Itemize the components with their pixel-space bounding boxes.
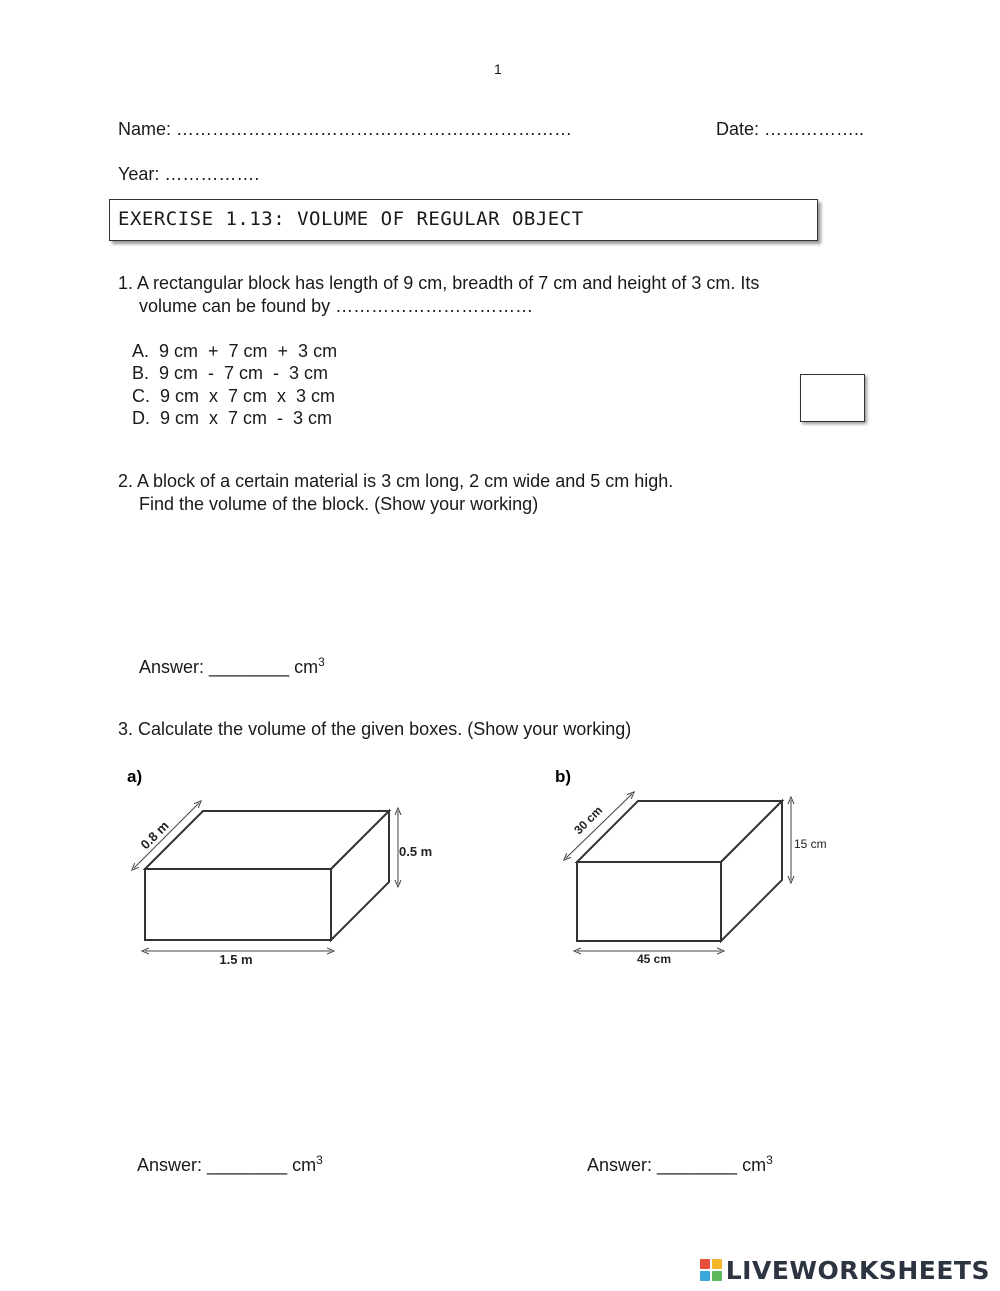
q1-option-a: A. 9 cm + 7 cm + 3 cm xyxy=(132,341,338,361)
box-b-length-label: 45 cm xyxy=(636,952,672,966)
q2-text-line2: Find the volume of the block. (Show your working) xyxy=(139,494,539,514)
logo-block-blue xyxy=(700,1271,710,1281)
logo-blocks-icon xyxy=(700,1259,722,1281)
q1-option-d: D. 9 cm x 7 cm - 3 cm xyxy=(132,408,333,428)
box-b-height-label: 15 cm xyxy=(794,837,827,851)
logo-text: LIVEWORKSHEETS xyxy=(725,1255,990,1285)
q3a-answer-exponent: 3 xyxy=(316,1153,323,1167)
q3a-answer[interactable] xyxy=(137,1149,323,1176)
q3a-answer-label: Answer: ________ cm xyxy=(137,1155,317,1175)
box-a-figure xyxy=(127,767,432,967)
box-b-depth-label: 30 cm xyxy=(571,803,606,838)
box-a-depth-label: 0.8 m xyxy=(137,818,172,853)
box-a-length-label: 1.5 m xyxy=(219,952,253,967)
logo-block-yellow xyxy=(712,1259,722,1269)
q1-option-b: B. 9 cm - 7 cm - 3 cm xyxy=(132,363,329,383)
logo-block-green xyxy=(712,1271,722,1281)
q1-text-line2: volume can be found by …………………………… xyxy=(139,296,534,316)
q3b-answer[interactable] xyxy=(587,1149,773,1176)
box-a-label: a) xyxy=(127,767,143,786)
q2-answer-label: Answer: ________ cm xyxy=(139,657,319,677)
year-field[interactable]: Year: ……………. xyxy=(118,164,260,184)
q1-option-c: C. 9 cm x 7 cm x 3 cm xyxy=(132,386,336,406)
box-b-label: b) xyxy=(555,767,572,786)
logo-block-red xyxy=(700,1259,710,1269)
q1-text-line1: 1. A rectangular block has length of 9 cm, breadth of 7 cm and height of 3 cm. Its xyxy=(118,273,760,293)
exercise-title: EXERCISE 1.13: VOLUME OF REGULAR OBJECT xyxy=(118,208,584,230)
page-number: 1 xyxy=(494,61,502,77)
box-b-figure xyxy=(555,767,827,966)
name-field[interactable]: Name: ………………………………………………………… xyxy=(118,119,573,139)
q3b-answer-exponent: 3 xyxy=(766,1153,773,1167)
date-field[interactable]: Date: …………….. xyxy=(716,119,865,139)
q3-text: 3. Calculate the volume of the given boxes. (Show your working) xyxy=(118,719,632,739)
liveworksheets-logo xyxy=(700,1255,990,1285)
q2-text-line1: 2. A block of a certain material is 3 cm long, 2 cm wide and 5 cm high. xyxy=(118,471,674,491)
box-a-height-label: 0.5 m xyxy=(399,844,433,859)
q2-answer-exponent: 3 xyxy=(318,655,325,669)
q3b-answer-label: Answer: ________ cm xyxy=(587,1155,767,1175)
